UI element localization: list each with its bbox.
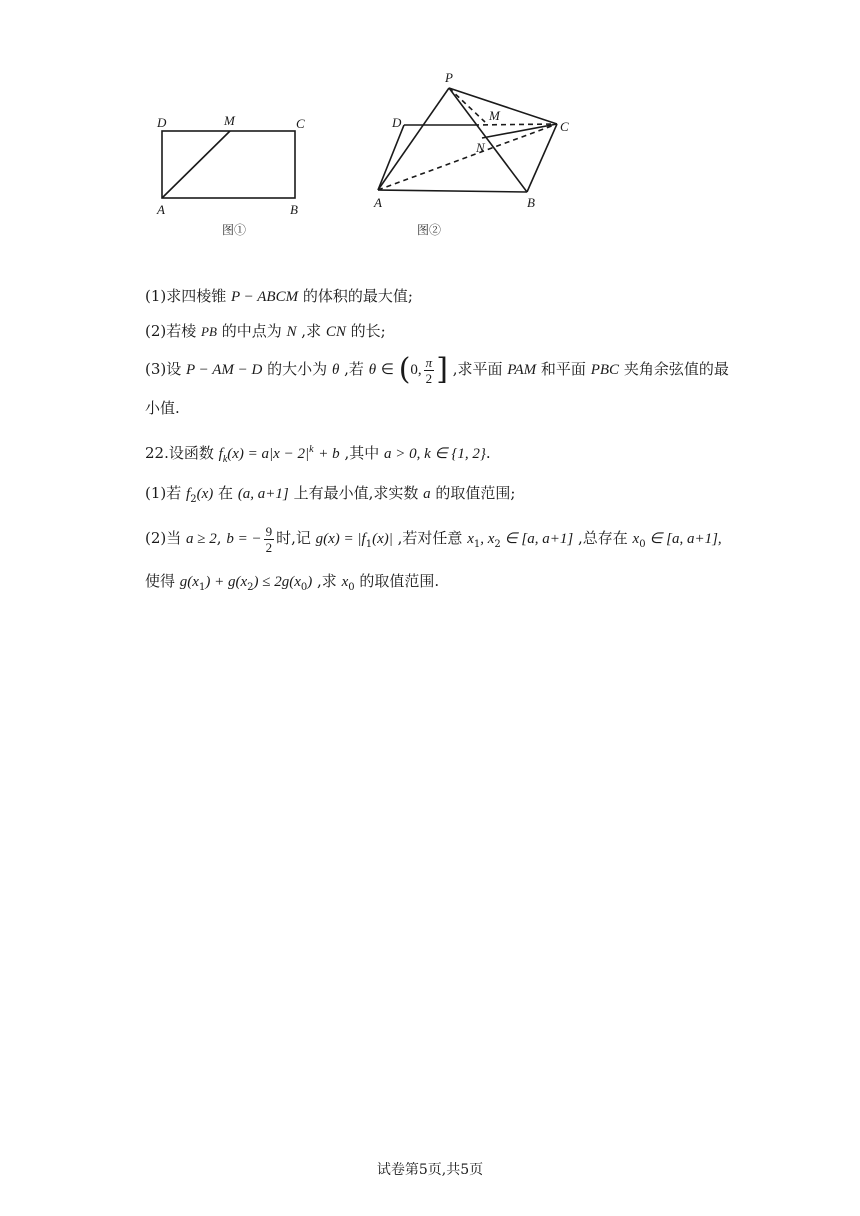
plane-pam: PAM bbox=[507, 362, 537, 378]
fig2-label-m: M bbox=[489, 108, 500, 123]
plane-pbc: PBC bbox=[590, 362, 620, 378]
fig2-edge-pa bbox=[378, 88, 449, 190]
q21-part-2: (2)若棱 PB 的中点为 N ,求 CN 的长; bbox=[145, 322, 386, 340]
pi-over-two-fraction: $\frac{\pi}{2}$ bbox=[425, 354, 433, 386]
q22-part-1: (1)若 $f_2(x)$ 在 (a, a+1] 上有最小值,求实数 a 的取值范围; bbox=[145, 484, 516, 505]
fig1-rectangle bbox=[162, 131, 295, 198]
condition-expression: a > 0, k ∈ {1, 2} bbox=[384, 446, 486, 462]
fig2-edge-pc bbox=[449, 88, 557, 124]
fig1-label-c: C bbox=[296, 116, 305, 131]
fig2-edge-ab bbox=[378, 190, 527, 192]
figure-1 bbox=[162, 131, 295, 198]
figure-2 bbox=[378, 88, 557, 192]
fig2-dashed-ac bbox=[378, 124, 557, 190]
fig2-caption: 图② bbox=[417, 223, 442, 237]
fig2-label-a: A bbox=[374, 195, 382, 210]
fig2-label-d: D bbox=[392, 115, 402, 130]
fig1-label-m: M bbox=[224, 113, 235, 128]
q22-part-2: (2)当 a ≥ 2, b = − $\frac{9}{2}$ 时,记 $g(x) = |f_1(x)|$ ,若对任意 $x_1$, $x_2$ ∈ [a, a+1] ,总存在 $x_0$ ∈ [a, a+1], bbox=[145, 523, 722, 555]
segment-cn: CN bbox=[325, 324, 346, 340]
fig2-label-p: P bbox=[445, 70, 453, 85]
dihedral-angle-expression: P − AM − D bbox=[186, 362, 263, 378]
fig2-dashed-mc bbox=[474, 124, 557, 125]
fig1-caption: 图① bbox=[222, 223, 247, 237]
point-n: N bbox=[286, 324, 297, 340]
fig1-label-d: D bbox=[157, 115, 167, 130]
fig2-label-c: C bbox=[560, 119, 569, 134]
q22-part-2-continued: 使得 $g(x_1) + g(x_2) \le 2g(x_0)$ ,求 $x_0$ 的取值范围. bbox=[145, 572, 440, 593]
figures-area bbox=[0, 0, 860, 250]
q21-part-3: (3)设 P − AM − D 的大小为 θ ,若 θ ∈ (0, $\frac{\pi}{2}$ ] ,求平面 PAM 和平面 PBC 夹角余弦值的最 bbox=[145, 352, 729, 387]
edge-pb: PB bbox=[201, 324, 217, 339]
q22-intro: 22.设函数 $f_k(x) = a|x - 2|^k + b$ ,其中 a > 0, k ∈ {1, 2}. bbox=[145, 444, 491, 465]
fig2-dashed-pm bbox=[449, 88, 485, 122]
fig1-segment-am bbox=[162, 131, 230, 198]
interval-expression: (a, a+1] bbox=[237, 486, 289, 502]
fig1-label-b: B bbox=[290, 202, 298, 217]
q21-part-1: (1)求四棱锥 P − ABCM 的体积的最大值; bbox=[145, 287, 413, 305]
fig1-label-a: A bbox=[157, 202, 165, 217]
pyramid-expression: P − ABCM bbox=[231, 289, 299, 305]
nine-over-two-fraction: $\frac{9}{2}$ bbox=[265, 523, 273, 555]
fig2-label-n: N bbox=[476, 140, 485, 155]
figures-svg bbox=[0, 0, 860, 250]
fig2-edge-nc bbox=[482, 124, 557, 138]
page-footer: 试卷第5页,共5页 bbox=[376, 1162, 484, 1178]
q21-part-3-continued: 小值. bbox=[145, 399, 180, 417]
fig2-label-b: B bbox=[527, 195, 535, 210]
